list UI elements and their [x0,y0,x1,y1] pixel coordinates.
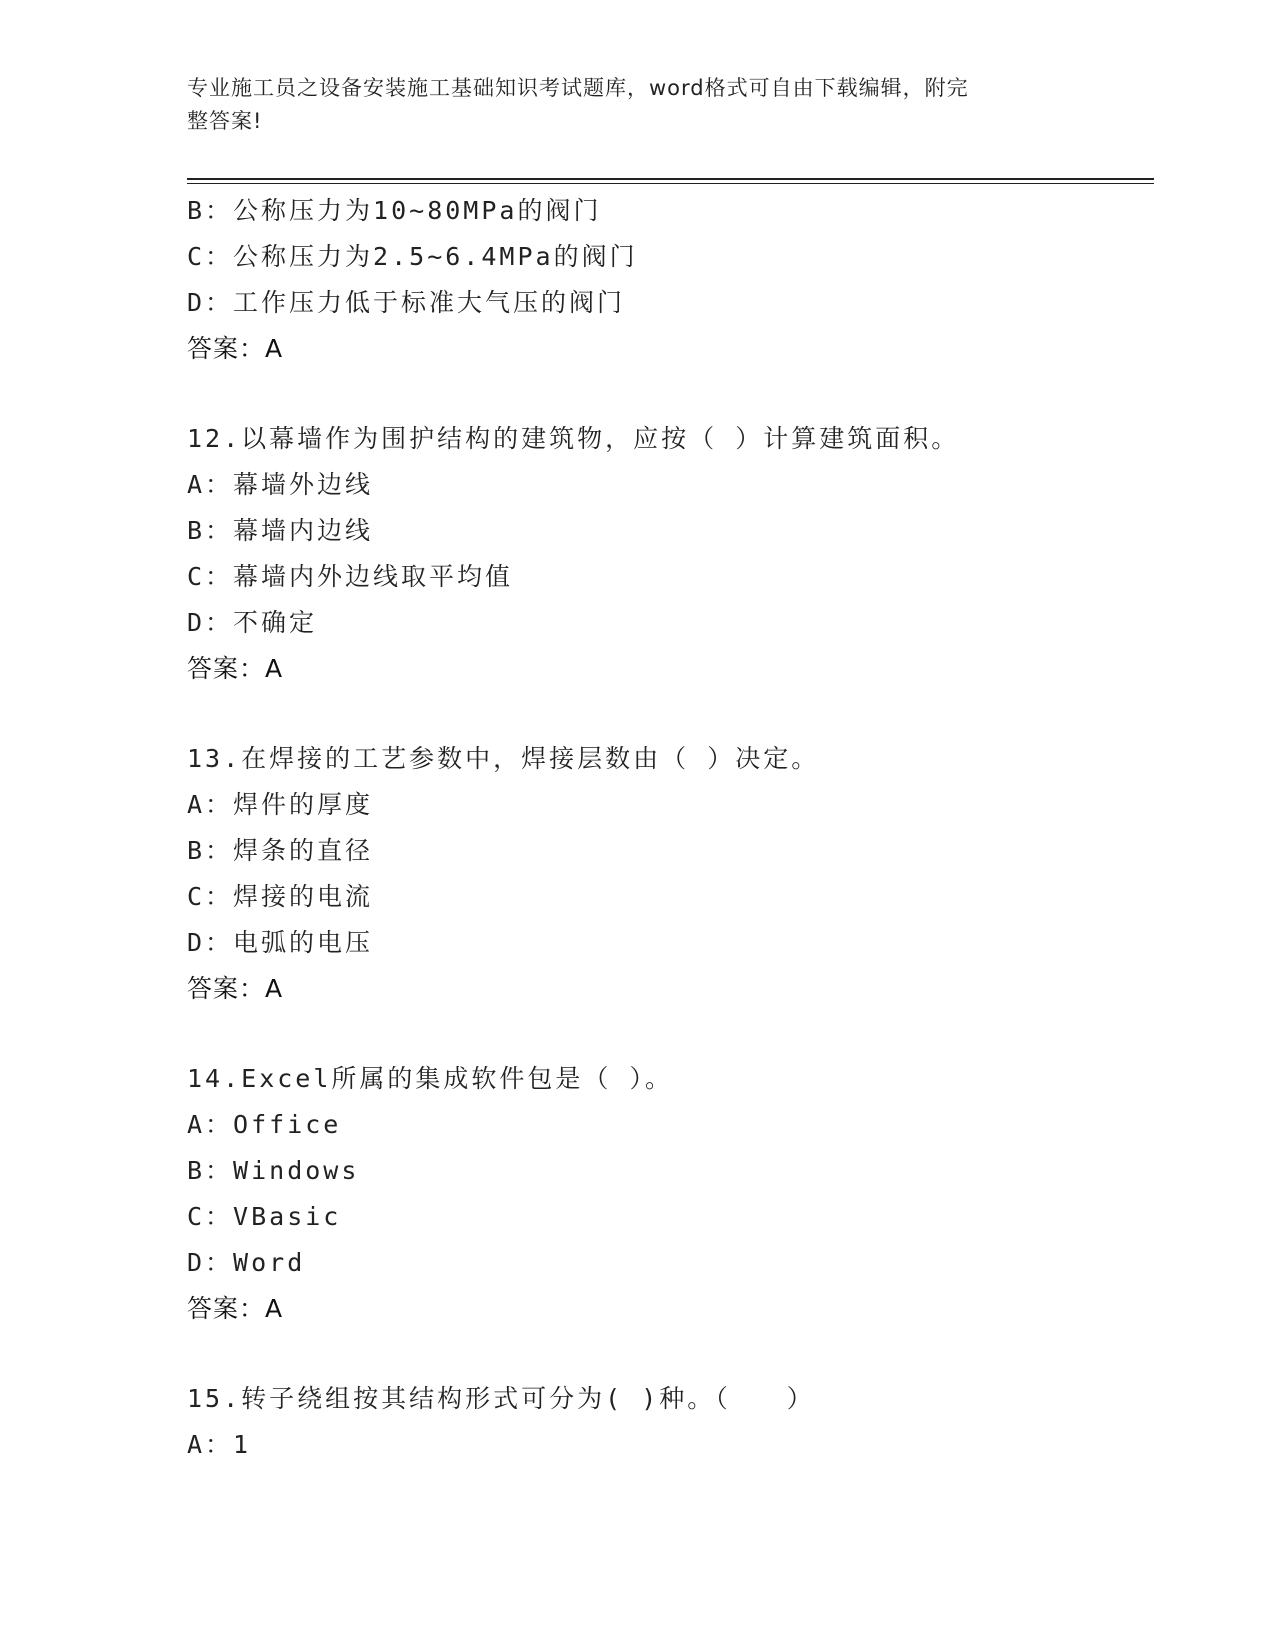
spacer [187,372,1147,416]
option-d: D：电弧的电压 [187,928,374,957]
header-line-2: 整答案! [187,109,263,133]
option-d: D：不确定 [187,608,318,637]
question-stem: 12.以幕墙作为围护结构的建筑物，应按（ ）计算建筑面积。 [187,424,960,453]
option-a: A：幕墙外边线 [187,470,374,499]
option-a: A：1 [187,1430,252,1459]
question-list [187,188,1147,1468]
option-b: B：Windows [187,1156,360,1185]
spacer [187,1012,1147,1056]
question-12 [187,416,1147,692]
option-a: A：Office [187,1110,342,1139]
answer: 答案：A [187,974,284,1003]
option-a: A：焊件的厚度 [187,790,374,819]
option-c: C：焊接的电流 [187,882,374,911]
question-stem: 15.转子绕组按其结构形式可分为( )种。（ ） [187,1384,815,1413]
option-d: D：工作压力低于标准大气压的阀门 [187,288,626,317]
option-b: B：幕墙内边线 [187,516,374,545]
question-stem: 13.在焊接的工艺参数中，焊接层数由（ ）决定。 [187,744,820,773]
question-14 [187,1056,1147,1332]
spacer [187,1332,1147,1376]
header-line-1: 专业施工员之设备安装施工基础知识考试题库，word格式可自由下载编辑，附完 [187,76,969,100]
option-c: C：幕墙内外边线取平均值 [187,562,514,591]
option-b: B：公称压力为10~80MPa的阀门 [187,196,602,225]
spacer [187,692,1147,736]
header-divider-thin [187,183,1154,184]
option-d: D：Word [187,1248,306,1277]
question-15 [187,1376,1147,1468]
header-divider-thick [187,178,1154,180]
question-stem: 14.Excel所属的集成软件包是（ ）。 [187,1064,673,1093]
option-c: C：公称压力为2.5~6.4MPa的阀门 [187,242,638,271]
answer: 答案：A [187,1294,284,1323]
answer: 答案：A [187,334,284,363]
question-13 [187,736,1147,1012]
question-11-continued [187,188,1147,372]
option-b: B：焊条的直径 [187,836,374,865]
option-c: C：VBasic [187,1202,342,1231]
document-header [187,72,1067,138]
answer: 答案：A [187,654,284,683]
